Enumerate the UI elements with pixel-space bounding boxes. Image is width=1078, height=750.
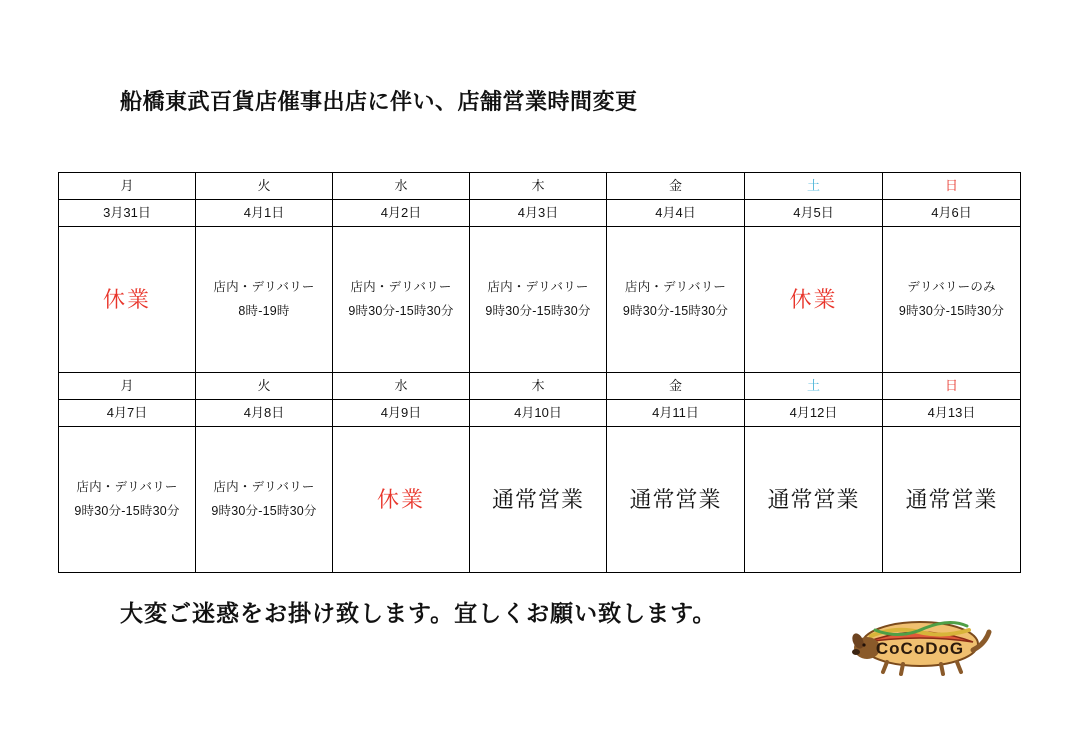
service-info — [196, 276, 332, 324]
date-cell — [883, 200, 1021, 227]
date-cell — [470, 400, 607, 427]
status-badge: 通常営業 — [629, 486, 722, 512]
dow-label: 土 — [806, 178, 820, 193]
service-info — [333, 276, 469, 324]
dow-label: 水 — [394, 378, 408, 393]
dow-label: 月 — [120, 378, 134, 393]
dow-cell — [333, 373, 470, 400]
service-label: 店内・デリバリー — [76, 479, 178, 494]
status-cell — [196, 227, 333, 373]
dow-cell — [745, 173, 883, 200]
apology-note: 大変ご迷惑をお掛け致します。宜しくお願い致します。 — [120, 600, 717, 626]
date-label: 4月2日 — [380, 205, 422, 220]
date-cell — [607, 400, 745, 427]
service-info — [59, 476, 195, 524]
service-label: 店内・デリバリー — [487, 279, 589, 294]
table-row-status-week1 — [59, 227, 1021, 373]
dow-label: 日 — [944, 178, 958, 193]
table-row-date-week1 — [59, 200, 1021, 227]
date-label: 4月13日 — [927, 405, 976, 420]
dow-cell — [607, 373, 745, 400]
date-label: 4月10日 — [514, 405, 562, 420]
service-info — [883, 276, 1020, 324]
service-info — [607, 276, 744, 324]
table-row-dow-week2 — [59, 373, 1021, 400]
service-label: 店内・デリバリー — [213, 479, 315, 494]
date-label: 4月8日 — [243, 405, 285, 420]
status-cell — [883, 427, 1021, 573]
status-badge: 休業 — [376, 486, 425, 512]
hours-label: 9時30分-15時30分 — [898, 303, 1005, 318]
dow-cell — [470, 373, 607, 400]
dow-cell — [883, 373, 1021, 400]
business-hours-table — [58, 172, 1021, 573]
hours-label: 8時-19時 — [238, 303, 290, 318]
status-cell — [607, 227, 745, 373]
date-cell — [196, 400, 333, 427]
hours-label: 9時30分-15時30分 — [74, 503, 180, 518]
status-cell — [196, 427, 333, 573]
status-cell — [470, 427, 607, 573]
status-badge: 通常営業 — [767, 486, 860, 512]
date-label: 4月12日 — [789, 405, 838, 420]
dow-label: 水 — [394, 178, 408, 193]
dow-cell — [883, 173, 1021, 200]
dow-label: 木 — [531, 178, 545, 193]
service-label: デリバリーのみ — [907, 279, 996, 294]
status-cell — [745, 227, 883, 373]
dow-cell — [196, 173, 333, 200]
hours-label: 9時30分-15時30分 — [348, 303, 454, 318]
dow-label: 金 — [668, 178, 682, 193]
hours-label: 9時30分-15時30分 — [622, 303, 729, 318]
status-cell — [607, 427, 745, 573]
dow-label: 土 — [806, 378, 820, 393]
status-cell — [59, 427, 196, 573]
date-label: 4月3日 — [517, 205, 559, 220]
service-label: 店内・デリバリー — [624, 279, 727, 294]
date-cell — [59, 200, 196, 227]
dow-cell — [333, 173, 470, 200]
date-cell — [470, 200, 607, 227]
dow-label: 火 — [257, 378, 271, 393]
date-cell — [333, 400, 470, 427]
dow-cell — [470, 173, 607, 200]
date-cell — [196, 200, 333, 227]
dow-label: 金 — [668, 378, 682, 393]
dow-cell — [59, 373, 196, 400]
status-badge: 休業 — [789, 286, 838, 312]
status-badge: 休業 — [102, 286, 151, 312]
dow-cell — [59, 173, 196, 200]
status-badge: 通常営業 — [491, 486, 584, 512]
date-label: 4月4日 — [655, 205, 696, 220]
date-label: 4月1日 — [243, 205, 285, 220]
date-cell — [745, 200, 883, 227]
date-cell — [745, 400, 883, 427]
dow-cell — [745, 373, 883, 400]
status-badge: 通常営業 — [905, 486, 998, 512]
date-label: 4月5日 — [793, 205, 834, 220]
table-row-dow-week1 — [59, 173, 1021, 200]
service-info — [196, 476, 332, 524]
service-label: 店内・デリバリー — [350, 279, 452, 294]
status-cell — [333, 227, 470, 373]
date-cell — [883, 400, 1021, 427]
svg-text:CoCoDoG: CoCoDoG — [875, 639, 965, 658]
date-cell — [607, 200, 745, 227]
date-label: 4月11日 — [652, 405, 699, 420]
table-row-status-week2 — [59, 427, 1021, 573]
date-label: 4月6日 — [931, 205, 972, 220]
dow-label: 月 — [120, 178, 134, 193]
date-label: 4月7日 — [106, 405, 148, 420]
dow-label: 木 — [531, 378, 545, 393]
table-row-date-week2 — [59, 400, 1021, 427]
date-cell — [333, 200, 470, 227]
service-info — [470, 276, 606, 324]
status-cell — [745, 427, 883, 573]
service-label: 店内・デリバリー — [213, 279, 315, 294]
date-label: 4月9日 — [380, 405, 422, 420]
cocodog-logo — [845, 608, 995, 678]
dow-label: 火 — [257, 178, 271, 193]
status-cell — [470, 227, 607, 373]
status-cell — [59, 227, 196, 373]
date-label: 3月31日 — [103, 205, 151, 220]
dow-cell — [196, 373, 333, 400]
hours-label: 9時30分-15時30分 — [211, 503, 317, 518]
status-cell — [883, 227, 1021, 373]
hours-label: 9時30分-15時30分 — [485, 303, 591, 318]
page-title: 船橋東武百貨店催事出店に伴い、店舗営業時間変更 — [120, 89, 638, 114]
dow-label: 日 — [944, 378, 958, 393]
date-cell — [59, 400, 196, 427]
dow-cell — [607, 173, 745, 200]
status-cell — [333, 427, 470, 573]
